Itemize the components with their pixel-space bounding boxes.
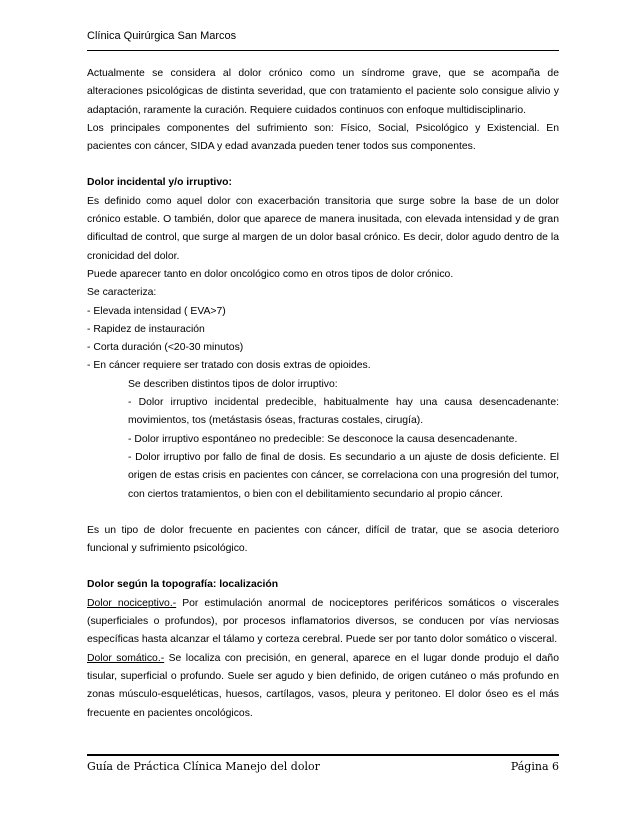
nociceptive-label: Dolor nociceptivo.-	[87, 597, 177, 609]
header-divider	[87, 50, 559, 51]
page-header-title: Clínica Quirúrgica San Marcos	[87, 30, 237, 42]
page-footer	[87, 760, 559, 773]
somatic-paragraph	[87, 650, 559, 723]
somatic-text: Se localiza con precisión, en general, aparece en el lugar donde produjo el daño tisular, superficial o profundo. Suele ser agudo y bien definido, de origen cutáneo o más profundo en zonas músculo-esqueléticas, huesos, cartílagos, vasos, pleura y peritoneo. El dolor óseo es el más frecuente en pacientes oncológicos.	[87, 652, 559, 719]
characteristic-item: - Corta duración (<20-30 minutos)	[87, 342, 244, 354]
characteristic-item: - En cáncer requiere ser tratado con dosis extras de opioides.	[87, 360, 371, 372]
nociceptive-paragraph	[87, 595, 559, 650]
characteristic-item: - Rapidez de instauración	[87, 323, 205, 335]
irruptive-closing: Es un tipo de dolor frecuente en pacientes con cáncer, difícil de tratar, que se asocia deterioro funcional y sufrimiento psicológico.	[87, 524, 559, 555]
somatic-label: Dolor somático.-	[87, 652, 165, 664]
characteristic-item: - Elevada intensidad ( EVA>7)	[87, 305, 226, 317]
irruptive-definition: Es definido como aquel dolor con exacerbación transitoria que surge sobre la base de un dolor crónico estable. O también, dolor que aparece de manera inusitada, con elevada intensidad y de gran dificultad de control, que surge al margen de un dolor basal crónico. Es decir, dolor agudo dentro de la cronicidad del dolor.	[87, 195, 559, 262]
section-heading-irruptive: Dolor incidental y/o irruptivo:	[87, 177, 232, 189]
spacer	[87, 558, 559, 576]
page-number: Página 6	[510, 760, 559, 773]
document-body	[87, 65, 559, 723]
intro-paragraph-1: Actualmente se considera al dolor crónico como un síndrome grave, que se acompaña de alteraciones psicológicas de distinta severidad, que con tratamiento el paciente solo consigue alivio y adaptación, raramente la curación. Requiere cuidados continuos con enfoque multidisciplinario.	[87, 68, 559, 116]
section-heading-topography: Dolor según la topografía: localización	[87, 579, 279, 591]
spacer	[87, 504, 559, 522]
nociceptive-text: Por estimulación anormal de nociceptores periféricos somáticos o viscerales (superficiales o profundos), por procesos inflamatorios diversos, se conducen por vías nerviosas específicas hasta alcanzar el tálamo y corteza cerebral. Puede ser por tanto dolor somático o visceral.	[87, 597, 559, 646]
type-item: - Dolor irruptivo espontáneo no predecible: Se desconoce la causa desencadenante.	[128, 433, 518, 445]
type-item: - Dolor irruptivo por fallo de final de dosis. Es secundario a un ajuste de dosis deficiente. El origen de estas crisis en pacientes con cáncer, se correlaciona con una progresión del tumor, con ciertos tratamientos, o bien con el debilitamiento secundario al propio cáncer.	[128, 451, 559, 500]
footer-title: Guía de Práctica Clínica Manejo del dolor	[87, 760, 320, 773]
spacer	[87, 156, 559, 174]
type-item: - Dolor irruptivo incidental predecible, habitualmente hay una causa desencadenante: movimientos, tos (metástasis óseas, fracturas costales, cirugía).	[128, 397, 559, 427]
irruptive-scope: Puede aparecer tanto en dolor oncológico como en otros tipos de dolor crónico.	[87, 268, 454, 280]
types-intro: Se describen distintos tipos de dolor irruptivo:	[128, 378, 338, 390]
footer-divider	[87, 754, 559, 756]
characteristics-intro: Se caracteriza:	[87, 287, 157, 299]
intro-paragraph-2: Los principales componentes del sufrimiento son: Físico, Social, Psicológico y Existencial. En pacientes con cáncer, SIDA y edad avanzada pueden tener todos sus componentes.	[87, 122, 559, 153]
